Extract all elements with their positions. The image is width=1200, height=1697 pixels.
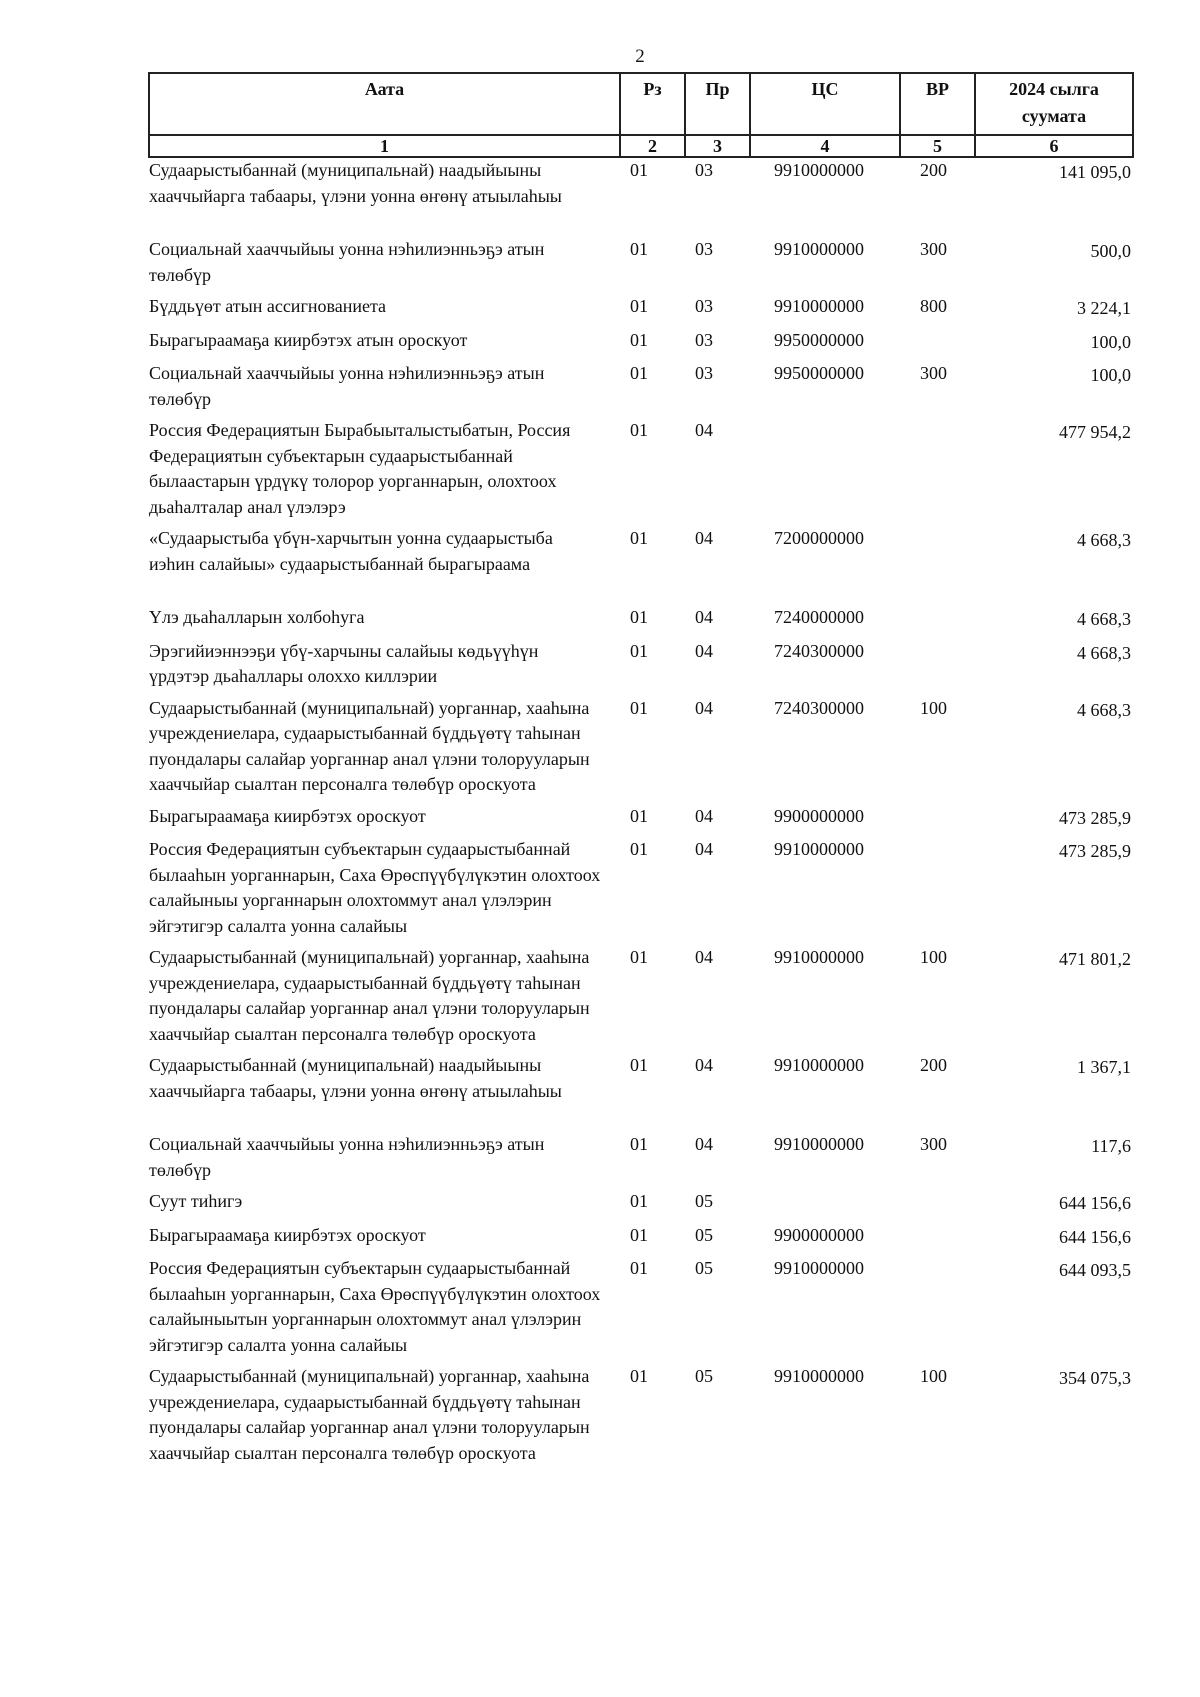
row-cs: 7240300000 [774, 697, 864, 718]
row-name: Үлэ дьаһалларын холбоһуга [149, 607, 365, 627]
row-amount: 100,0 [1090, 331, 1131, 352]
row-name: Бырагыраамаҕа киирбэтэх ороскуот [149, 1224, 426, 1245]
row-name: Бырагыраамаҕа киирбэтэх ороскуот [149, 805, 426, 826]
column-number: 3 [685, 135, 750, 157]
row-pr: 05 [695, 1258, 713, 1278]
row-pr: 03 [695, 296, 713, 316]
row-vr [900, 605, 975, 639]
table-row [149, 361, 1133, 418]
header-pr: Пр [685, 73, 750, 135]
row-amount: 473 285,9 [1059, 841, 1131, 861]
row-rz: 01 [630, 805, 648, 826]
row-cs: 9950000000 [774, 363, 864, 383]
row-vr [900, 837, 975, 945]
row-name: Бүддьүөт атын ассигнованиета [149, 296, 387, 316]
header-amount: 2024 сылга суумата [975, 73, 1133, 135]
column-number-row [149, 135, 1133, 157]
row-vr [900, 526, 975, 605]
row-cs: 9910000000 [774, 296, 864, 316]
column-number: 6 [975, 135, 1133, 157]
row-pr: 04 [695, 640, 713, 661]
row-amount: 117,6 [1091, 1136, 1131, 1156]
column-number: 2 [620, 135, 685, 157]
row-pr: 04 [695, 947, 713, 967]
row-rz: 01 [630, 1191, 648, 1211]
row-name: Судаарыстыбаннай (муниципальнай) уорганнар, хааһына учреждениелара, судаарыстыбаннай бүддьүөтү таһынан пуондалары салайар уорганнар анал үлэни толорууларын хааччыйар сыалтан персоналга төлөбүр ороскуота [149, 1366, 590, 1463]
row-name: Социальнай хааччыйыы уонна нэһилиэнньэҕэ атын төлөбүр [149, 239, 545, 285]
table-row [149, 639, 1133, 696]
row-vr [900, 418, 975, 526]
row-name: «Судаарыстыба үбүн-харчытын уонна судаарыстыба иэһин салайыы» судаарыстыбаннай бырагыраама [149, 528, 553, 574]
row-amount: 4 668,3 [1077, 530, 1131, 550]
table-row [149, 1256, 1133, 1364]
row-rz: 01 [630, 329, 648, 350]
row-pr: 04 [695, 697, 713, 718]
table-row [149, 418, 1133, 526]
row-vr: 300 [920, 363, 947, 383]
row-rz: 01 [630, 640, 648, 661]
column-number: 4 [750, 135, 900, 157]
table-body [149, 157, 1133, 1472]
row-name: Россия Федерациятын субъектарын судаарыстыбаннай былааһын уорганнарын, Саха Өрөспүүбүлүкэтин олохтоох салайыныы уорганнарын олохтоммут анал үлэлэрин эйгэтигэр салалта уонна салайыы [149, 839, 601, 936]
row-amount: 354 075,3 [1059, 1368, 1131, 1388]
row-amount: 644 156,6 [1059, 1193, 1131, 1213]
row-pr: 05 [695, 1191, 713, 1211]
row-vr: 200 [920, 1055, 947, 1075]
row-name: Судаарыстыбаннай (муниципальнай) уорганнар, хааһына учреждениелара, судаарыстыбаннай бүддьүөтү таһынан пуондалары салайар уорганнар анал үлэни толорууларын хааччыйар сыалтан персоналга төлөбүр ороскуота [149, 947, 590, 1044]
row-pr: 03 [695, 160, 713, 180]
table-row [149, 804, 1133, 838]
row-vr [900, 639, 975, 696]
row-vr [900, 1256, 975, 1364]
row-name: Суут тиһигэ [149, 1191, 243, 1211]
row-pr: 04 [695, 839, 713, 859]
row-name: Судаарыстыбаннай (муниципальнай) уорганнар, хааһына учреждениелара, судаарыстыбаннай бүддьүөтү таһынан пуондалары салайар уорганнар анал үлэни толорууларын хааччыйар сыалтан персоналга төлөбүр ороскуота [149, 697, 590, 794]
row-cs: 9910000000 [774, 1366, 864, 1386]
row-cs: 7240300000 [774, 640, 864, 661]
row-name: Судаарыстыбаннай (муниципальнай) наадыйыыны хааччыйарга табаары, үлэни уонна өҥөнү атыылаһыы [149, 160, 562, 206]
row-cs: 9910000000 [774, 839, 864, 859]
row-amount: 477 954,2 [1059, 422, 1131, 442]
row-amount: 500,0 [1090, 241, 1131, 261]
table-row [149, 1223, 1133, 1257]
row-rz: 01 [630, 420, 648, 440]
header-row [149, 73, 1133, 135]
row-rz: 01 [630, 296, 648, 316]
row-cs: 9910000000 [774, 1055, 864, 1075]
row-pr: 03 [695, 329, 713, 350]
row-cs: 9910000000 [774, 947, 864, 967]
row-name: Бырагыраамаҕа киирбэтэх атын ороскуот [149, 329, 468, 350]
row-cs: 7240000000 [774, 607, 864, 627]
column-number: 5 [900, 135, 975, 157]
row-amount: 473 285,9 [1059, 807, 1131, 828]
row-cs: 9900000000 [774, 1224, 864, 1245]
row-vr [900, 1189, 975, 1223]
row-pr: 05 [695, 1224, 713, 1245]
row-rz: 01 [630, 160, 648, 180]
row-rz: 01 [630, 363, 648, 383]
table-row [149, 237, 1133, 294]
row-vr [900, 1223, 975, 1257]
row-cs [750, 1189, 900, 1223]
row-cs: 9900000000 [774, 805, 864, 826]
row-pr: 04 [695, 1134, 713, 1154]
header-vr: ВР [900, 73, 975, 135]
header-name: Аата [149, 73, 620, 135]
table-row [149, 328, 1133, 362]
row-pr: 05 [695, 1366, 713, 1386]
row-name: Россия Федерациятын Бырабыыталыстыбатын, Россия Федерациятын субъектарын судаарыстыбаннай былаастарын үрдүкү толорор уорганнарын, олохтоох дьаһалталар анал үлэлэрэ [149, 420, 571, 517]
table-row [149, 157, 1133, 237]
row-rz: 01 [630, 697, 648, 718]
row-rz: 01 [630, 1055, 648, 1075]
row-pr: 03 [695, 239, 713, 259]
row-cs: 9910000000 [774, 160, 864, 180]
row-cs: 9910000000 [774, 239, 864, 259]
row-cs: 7200000000 [774, 528, 864, 548]
row-rz: 01 [630, 947, 648, 967]
row-amount: 471 801,2 [1059, 949, 1131, 969]
table-row [149, 294, 1133, 328]
budget-table-container [148, 72, 1132, 1472]
table-row [149, 945, 1133, 1053]
table-row [149, 1189, 1133, 1223]
row-amount: 3 224,1 [1077, 298, 1131, 318]
row-rz: 01 [630, 1224, 648, 1245]
row-amount: 4 668,3 [1077, 642, 1131, 663]
row-pr: 04 [695, 805, 713, 826]
row-vr: 300 [920, 239, 947, 259]
column-number: 1 [149, 135, 620, 157]
table-row [149, 605, 1133, 639]
header-rz: Рз [620, 73, 685, 135]
table-row [149, 1053, 1133, 1132]
row-amount: 4 668,3 [1077, 609, 1131, 629]
row-pr: 04 [695, 528, 713, 548]
row-cs [750, 418, 900, 526]
row-vr [900, 804, 975, 838]
page-number: 2 [635, 46, 645, 67]
row-amount: 141 095,0 [1059, 162, 1131, 182]
row-rz: 01 [630, 1258, 648, 1278]
row-vr: 800 [920, 296, 947, 316]
row-name: Судаарыстыбаннай (муниципальнай) наадыйыыны хааччыйарга табаары, үлэни уонна өҥөнү атыылаһыы [149, 1055, 562, 1101]
row-amount: 1 367,1 [1077, 1057, 1131, 1077]
row-rz: 01 [630, 607, 648, 627]
row-vr [900, 328, 975, 362]
row-rz: 01 [630, 1134, 648, 1154]
row-pr: 04 [695, 1055, 713, 1075]
row-name: Россия Федерациятын субъектарын судаарыстыбаннай былааһын уорганнарын, Саха Өрөспүүбүлүкэтин олохтоох салайыныытын уорганнарын олохтоммут анал үлэлэрин эйгэтигэр салалта уонна салайыы [149, 1258, 601, 1355]
row-rz: 01 [630, 1366, 648, 1386]
header-cs: ЦС [750, 73, 900, 135]
row-amount: 4 668,3 [1077, 699, 1131, 720]
row-vr: 200 [920, 160, 947, 180]
table-row [149, 696, 1133, 804]
row-name: Социальнай хааччыйыы уонна нэһилиэнньэҕэ атын төлөбүр [149, 1134, 545, 1180]
table-row [149, 837, 1133, 945]
row-cs: 9910000000 [774, 1258, 864, 1278]
row-cs: 9910000000 [774, 1134, 864, 1154]
row-rz: 01 [630, 528, 648, 548]
row-amount: 644 093,5 [1059, 1260, 1131, 1280]
row-rz: 01 [630, 239, 648, 259]
row-vr: 100 [920, 697, 947, 718]
row-pr: 04 [695, 607, 713, 627]
row-name: Эрэгийиэннээҕи үбү-харчыны салайыы көдьүүһүн үрдэтэр дьаһаллары олоххо киллэрии [149, 640, 539, 686]
table-row [149, 526, 1133, 605]
row-vr: 100 [920, 1366, 947, 1386]
row-amount: 644 156,6 [1059, 1226, 1131, 1247]
row-rz: 01 [630, 839, 648, 859]
row-pr: 03 [695, 363, 713, 383]
row-pr: 04 [695, 420, 713, 440]
table-row [149, 1132, 1133, 1189]
row-vr: 100 [920, 947, 947, 967]
budget-table [148, 72, 1134, 1472]
row-vr: 300 [920, 1134, 947, 1154]
row-amount: 100,0 [1090, 365, 1131, 385]
row-cs: 9950000000 [774, 329, 864, 350]
table-row [149, 1364, 1133, 1472]
row-name: Социальнай хааччыйыы уонна нэһилиэнньэҕэ атын төлөбүр [149, 363, 545, 409]
